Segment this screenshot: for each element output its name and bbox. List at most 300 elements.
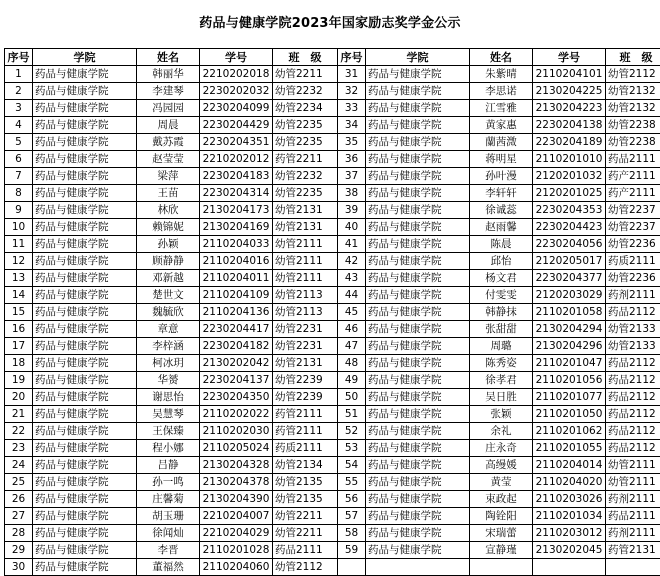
cell-id: 2130202042 [200,355,273,372]
cell-college-2: 药品与健康学院 [366,236,470,253]
cell-class-2: 幼管2237 [606,219,660,236]
cell-name-2: 黄家惠 [470,117,533,134]
cell-college: 药品与健康学院 [33,542,137,559]
cell-name-2: 陶铨阳 [470,508,533,525]
table-row [5,304,660,321]
cell-college-2: 药品与健康学院 [366,100,470,117]
table-row [5,66,660,83]
cell-class-2: 幼管2238 [606,117,660,134]
header-college-2: 学院 [366,49,470,66]
cell-seq-2: 38 [338,185,366,202]
cell-seq: 23 [5,440,33,457]
cell-seq: 27 [5,508,33,525]
cell-class: 幼管2112 [273,559,338,576]
cell-id: 2210202012 [200,151,273,168]
cell-college-2: 药品与健康学院 [366,83,470,100]
cell-id-2 [533,559,606,576]
cell-name: 董福然 [137,559,200,576]
cell-id-2: 2110201058 [533,304,606,321]
table-row [5,525,660,542]
cell-name: 周晨 [137,117,200,134]
cell-seq-2: 31 [338,66,366,83]
cell-name: 程小娜 [137,440,200,457]
cell-id: 2230204183 [200,168,273,185]
cell-id: 2230204182 [200,338,273,355]
header-name-2: 姓名 [470,49,533,66]
cell-name: 邓新越 [137,270,200,287]
cell-name-2: 张甜甜 [470,321,533,338]
cell-college-2: 药品与健康学院 [366,406,470,423]
cell-college: 药品与健康学院 [33,321,137,338]
cell-college: 药品与健康学院 [33,372,137,389]
cell-name: 赵莹莹 [137,151,200,168]
cell-seq: 25 [5,474,33,491]
cell-name-2: 付雯雯 [470,287,533,304]
cell-name-2: 邱怡 [470,253,533,270]
cell-name: 华赟 [137,372,200,389]
table-row [5,389,660,406]
cell-college-2: 药品与健康学院 [366,219,470,236]
table-row [5,270,660,287]
cell-seq-2: 37 [338,168,366,185]
cell-college-2 [366,559,470,576]
cell-name: 徐闻灿 [137,525,200,542]
cell-name: 李梓涵 [137,338,200,355]
cell-college-2: 药品与健康学院 [366,253,470,270]
cell-class: 药管2111 [273,406,338,423]
page-title: 药品与健康学院2023年国家励志奖学金公示 [199,16,461,31]
cell-id-2: 2110201077 [533,389,606,406]
cell-college-2: 药品与健康学院 [366,168,470,185]
cell-name-2: 蒋明星 [470,151,533,168]
cell-college-2: 药品与健康学院 [366,508,470,525]
cell-name-2: 周璐 [470,338,533,355]
cell-class: 幼管2235 [273,185,338,202]
cell-college: 药品与健康学院 [33,202,137,219]
cell-seq: 19 [5,372,33,389]
header-class: 班 级 [273,49,338,66]
cell-id-2: 2110204020 [533,474,606,491]
cell-college-2: 药品与健康学院 [366,423,470,440]
cell-id-2: 2120201032 [533,168,606,185]
cell-college: 药品与健康学院 [33,423,137,440]
cell-seq-2: 33 [338,100,366,117]
cell-seq-2: 52 [338,423,366,440]
cell-id-2: 2230204377 [533,270,606,287]
cell-id: 2210204007 [200,508,273,525]
cell-id: 2110204016 [200,253,273,270]
cell-name-2: 韩静抹 [470,304,533,321]
cell-college-2: 药品与健康学院 [366,151,470,168]
cell-college-2: 药品与健康学院 [366,338,470,355]
cell-seq-2: 44 [338,287,366,304]
cell-id-2: 2110201055 [533,440,606,457]
cell-class: 幼管2111 [273,236,338,253]
header-seq: 序号 [5,49,33,66]
cell-class: 幼管2232 [273,83,338,100]
cell-id: 2110205024 [200,440,273,457]
scholarship-table [4,48,660,576]
cell-class: 幼管2239 [273,372,338,389]
cell-id: 2110204033 [200,236,273,253]
cell-class: 幼管2135 [273,491,338,508]
cell-college: 药品与健康学院 [33,168,137,185]
cell-class: 幼管2135 [273,474,338,491]
cell-seq-2: 50 [338,389,366,406]
cell-name: 赖锦妮 [137,219,200,236]
cell-class: 幼管2211 [273,66,338,83]
table-body [5,66,660,576]
cell-id-2: 2230204423 [533,219,606,236]
cell-class-2: 药管2131 [606,542,660,559]
cell-seq: 4 [5,117,33,134]
cell-seq-2: 43 [338,270,366,287]
cell-name: 庄馨菊 [137,491,200,508]
cell-id-2: 2130204296 [533,338,606,355]
cell-class-2: 药产2111 [606,168,660,185]
cell-seq-2: 49 [338,372,366,389]
cell-name-2: 蘭茜溦 [470,134,533,151]
cell-id-2: 2110204014 [533,457,606,474]
table-row [5,168,660,185]
cell-college-2: 药品与健康学院 [366,202,470,219]
cell-seq-2: 59 [338,542,366,559]
cell-id-2: 2120203029 [533,287,606,304]
cell-class-2: 幼管2111 [606,474,660,491]
cell-id-2: 2110203012 [533,525,606,542]
cell-name: 冯园园 [137,100,200,117]
cell-college: 药品与健康学院 [33,338,137,355]
cell-name: 柯冰玥 [137,355,200,372]
cell-college-2: 药品与健康学院 [366,389,470,406]
cell-name: 林欣 [137,202,200,219]
cell-name: 戴苏霞 [137,134,200,151]
cell-seq-2: 57 [338,508,366,525]
table-row [5,338,660,355]
cell-class-2: 幼管2132 [606,83,660,100]
cell-id-2: 2110201062 [533,423,606,440]
cell-class-2: 药品2112 [606,423,660,440]
cell-seq: 3 [5,100,33,117]
cell-seq-2: 32 [338,83,366,100]
cell-id: 2110201028 [200,542,273,559]
table-row [5,100,660,117]
cell-seq-2: 36 [338,151,366,168]
cell-college-2: 药品与健康学院 [366,304,470,321]
cell-class: 幼管2211 [273,525,338,542]
cell-class-2: 幼管2238 [606,134,660,151]
cell-class: 幼管2231 [273,338,338,355]
table-row [5,236,660,253]
cell-id: 2110204011 [200,270,273,287]
cell-seq: 8 [5,185,33,202]
cell-college: 药品与健康学院 [33,508,137,525]
header-seq-2: 序号 [338,49,366,66]
table-row [5,185,660,202]
table-row [5,355,660,372]
cell-seq: 9 [5,202,33,219]
cell-seq-2: 35 [338,134,366,151]
cell-seq: 2 [5,83,33,100]
cell-name-2: 宋瑞蕾 [470,525,533,542]
cell-class: 幼管2231 [273,321,338,338]
cell-college-2: 药品与健康学院 [366,134,470,151]
cell-college: 药品与健康学院 [33,185,137,202]
cell-seq-2: 42 [338,253,366,270]
cell-class: 药品2111 [273,542,338,559]
cell-class: 幼管2113 [273,287,338,304]
cell-class-2: 幼管2132 [606,100,660,117]
table-row [5,440,660,457]
cell-class-2 [606,559,660,576]
cell-id: 2210204029 [200,525,273,542]
cell-id: 2110202022 [200,406,273,423]
cell-name: 梁萍 [137,168,200,185]
cell-college: 药品与健康学院 [33,304,137,321]
cell-college: 药品与健康学院 [33,355,137,372]
cell-class-2: 药品2112 [606,389,660,406]
cell-id-2: 2230204353 [533,202,606,219]
cell-college: 药品与健康学院 [33,134,137,151]
table-row [5,457,660,474]
table-row [5,117,660,134]
cell-college-2: 药品与健康学院 [366,474,470,491]
cell-id: 2110202030 [200,423,273,440]
table-row [5,202,660,219]
cell-seq-2: 48 [338,355,366,372]
cell-id: 2230204137 [200,372,273,389]
table-row [5,474,660,491]
table-row [5,406,660,423]
cell-id-2: 2120205017 [533,253,606,270]
cell-class-2: 药品2112 [606,406,660,423]
cell-class-2: 药质2111 [606,253,660,270]
cell-seq: 13 [5,270,33,287]
cell-name: 李晋 [137,542,200,559]
cell-class: 幼管2211 [273,508,338,525]
cell-name-2: 高缦媛 [470,457,533,474]
cell-class-2: 药品2112 [606,372,660,389]
cell-name-2: 徐诚蕊 [470,202,533,219]
cell-name: 李建琴 [137,83,200,100]
cell-college-2: 药品与健康学院 [366,542,470,559]
header-id-2: 学号 [533,49,606,66]
table-row [5,83,660,100]
table-row [5,151,660,168]
cell-seq: 17 [5,338,33,355]
table-row [5,559,660,576]
cell-id-2: 2230204056 [533,236,606,253]
cell-class: 药质2111 [273,440,338,457]
cell-college: 药品与健康学院 [33,83,137,100]
table-row [5,542,660,559]
cell-seq: 10 [5,219,33,236]
cell-college-2: 药品与健康学院 [366,117,470,134]
cell-name: 吕静 [137,457,200,474]
cell-class-2: 药品2112 [606,355,660,372]
cell-college-2: 药品与健康学院 [366,440,470,457]
cell-id-2: 2110201010 [533,151,606,168]
cell-name: 魏毓欣 [137,304,200,321]
cell-id-2: 2110201050 [533,406,606,423]
cell-college: 药品与健康学院 [33,389,137,406]
cell-college-2: 药品与健康学院 [366,66,470,83]
cell-class: 幼管2232 [273,168,338,185]
table-row [5,253,660,270]
cell-id: 2210202018 [200,66,273,83]
cell-name: 韩丽华 [137,66,200,83]
cell-college-2: 药品与健康学院 [366,321,470,338]
cell-college-2: 药品与健康学院 [366,185,470,202]
cell-id: 2130204173 [200,202,273,219]
table-row [5,321,660,338]
cell-id: 2130204390 [200,491,273,508]
cell-class-2: 幼管2237 [606,202,660,219]
header-id: 学号 [200,49,273,66]
cell-id: 2230204099 [200,100,273,117]
table-row [5,134,660,151]
cell-class-2: 幼管2133 [606,321,660,338]
cell-id: 2130204169 [200,219,273,236]
cell-college: 药品与健康学院 [33,440,137,457]
cell-name-2: 束政起 [470,491,533,508]
cell-college-2: 药品与健康学院 [366,355,470,372]
cell-seq-2: 56 [338,491,366,508]
cell-college-2: 药品与健康学院 [366,457,470,474]
cell-seq: 15 [5,304,33,321]
cell-name: 孙一鸣 [137,474,200,491]
cell-seq-2: 34 [338,117,366,134]
cell-seq-2: 55 [338,474,366,491]
cell-name-2: 徐孝君 [470,372,533,389]
cell-class: 幼管2111 [273,270,338,287]
cell-class: 幼管2111 [273,253,338,270]
cell-class-2: 幼管2112 [606,66,660,83]
cell-id: 2110204136 [200,304,273,321]
cell-name-2: 陈秀姿 [470,355,533,372]
cell-name: 吴慧琴 [137,406,200,423]
cell-name: 孙颖 [137,236,200,253]
cell-college: 药品与健康学院 [33,457,137,474]
cell-id: 2230204417 [200,321,273,338]
table-row [5,287,660,304]
cell-id: 2230202032 [200,83,273,100]
cell-seq-2: 54 [338,457,366,474]
cell-seq: 11 [5,236,33,253]
cell-id-2: 2130204223 [533,100,606,117]
cell-college-2: 药品与健康学院 [366,525,470,542]
cell-college: 药品与健康学院 [33,525,137,542]
cell-id-2: 2130204225 [533,83,606,100]
cell-college-2: 药品与健康学院 [366,287,470,304]
cell-class-2: 幼管2111 [606,457,660,474]
cell-college: 药品与健康学院 [33,66,137,83]
cell-seq-2: 51 [338,406,366,423]
cell-college: 药品与健康学院 [33,253,137,270]
table-row [5,372,660,389]
cell-seq: 29 [5,542,33,559]
cell-college: 药品与健康学院 [33,270,137,287]
cell-name-2: 陈晨 [470,236,533,253]
cell-class: 药管2211 [273,151,338,168]
cell-college: 药品与健康学院 [33,474,137,491]
cell-seq-2: 45 [338,304,366,321]
cell-name: 章意 [137,321,200,338]
cell-college-2: 药品与健康学院 [366,372,470,389]
cell-seq: 22 [5,423,33,440]
cell-name-2: 赵雨馨 [470,219,533,236]
cell-class-2: 药剂2111 [606,287,660,304]
cell-name-2: 朱紫晴 [470,66,533,83]
cell-college: 药品与健康学院 [33,491,137,508]
cell-college: 药品与健康学院 [33,559,137,576]
cell-seq-2: 53 [338,440,366,457]
cell-id-2: 2120201025 [533,185,606,202]
cell-class-2: 药产2111 [606,185,660,202]
cell-college: 药品与健康学院 [33,287,137,304]
cell-id: 2130204378 [200,474,273,491]
cell-class: 幼管2113 [273,304,338,321]
cell-id: 2230204350 [200,389,273,406]
table-header-row [5,49,660,66]
cell-id: 2130204328 [200,457,273,474]
cell-seq-2: 41 [338,236,366,253]
cell-id-2: 2110201056 [533,372,606,389]
cell-seq-2 [338,559,366,576]
cell-seq: 20 [5,389,33,406]
cell-seq: 14 [5,287,33,304]
cell-seq: 18 [5,355,33,372]
cell-seq: 1 [5,66,33,83]
header-college: 学院 [33,49,137,66]
cell-name-2 [470,559,533,576]
cell-college-2: 药品与健康学院 [366,270,470,287]
table-row [5,423,660,440]
table-row [5,219,660,236]
cell-class: 幼管2235 [273,117,338,134]
cell-college: 药品与健康学院 [33,219,137,236]
table-row [5,491,660,508]
cell-id-2: 2130202045 [533,542,606,559]
cell-college: 药品与健康学院 [33,236,137,253]
cell-seq: 12 [5,253,33,270]
cell-name: 楚世文 [137,287,200,304]
cell-seq: 21 [5,406,33,423]
cell-class: 药管2111 [273,423,338,440]
cell-seq: 28 [5,525,33,542]
cell-class: 幼管2131 [273,202,338,219]
cell-id-2: 2110204101 [533,66,606,83]
cell-id-2: 2230204189 [533,134,606,151]
cell-name-2: 庄永奇 [470,440,533,457]
cell-name-2: 宣静瑾 [470,542,533,559]
cell-class-2: 药品2111 [606,151,660,168]
header-name: 姓名 [137,49,200,66]
cell-seq: 5 [5,134,33,151]
cell-college: 药品与健康学院 [33,117,137,134]
cell-class: 幼管2134 [273,457,338,474]
cell-class: 幼管2235 [273,134,338,151]
cell-seq: 6 [5,151,33,168]
cell-name: 顾静静 [137,253,200,270]
cell-seq-2: 40 [338,219,366,236]
cell-seq: 30 [5,559,33,576]
cell-name-2: 余礼 [470,423,533,440]
cell-class: 幼管2234 [273,100,338,117]
cell-class-2: 药品2111 [606,508,660,525]
cell-name-2: 杨文君 [470,270,533,287]
cell-seq: 26 [5,491,33,508]
